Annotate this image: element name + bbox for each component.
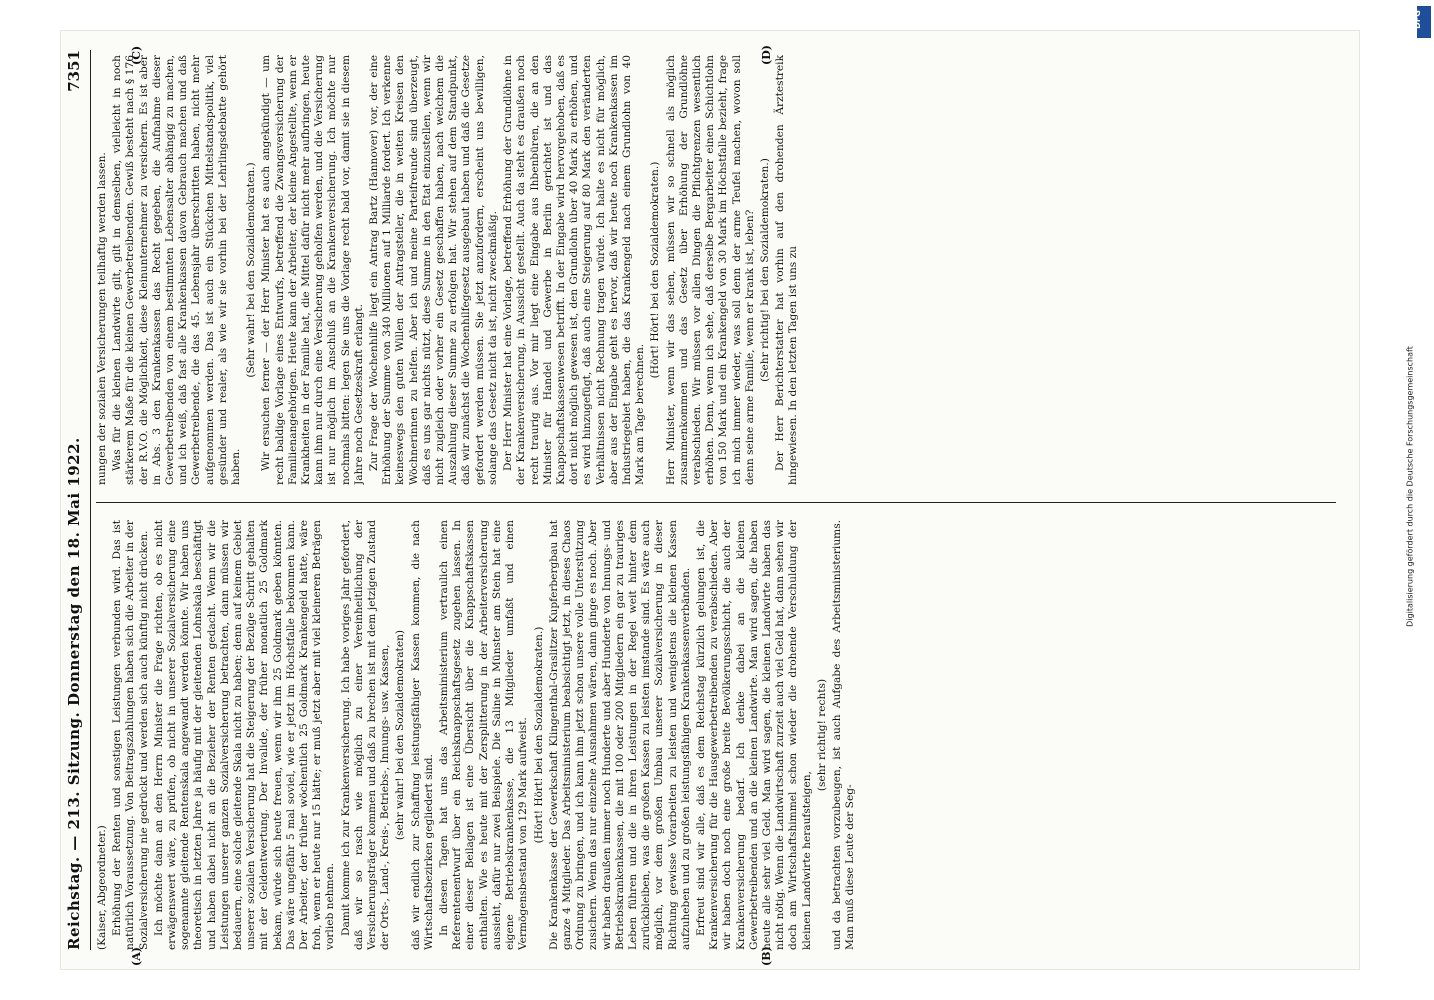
- paragraph: Erhöhung der Renten und sonstigen Leistungen verbunden wird. Das ist natürlich Voraussetzung. Von Beitragszahlungen haben sich die Arbeiter in der Sozialversicherung nie gedrückt und werden sich auch künftig nicht drücken.: [111, 520, 150, 950]
- paragraph: Der Herr Berichterstatter hat vorhin auf den drohenden Ärztestreik hingewiesen. In den letzten Tagen ist uns zu: [774, 55, 800, 485]
- speaker-line: (Kaiser, Abgeordneter.): [96, 825, 108, 950]
- rotated-page: [60, 30, 1360, 970]
- paragraph: Zur Frage der Wochenhilfe liegt ein Antrag Bartz (Hannover) vor, der eine Erhöhung der Summe von 340 Millionen auf 1 Milliarde fordert. Ich verkenne keineswegs den guten Willen der Antragsteller, die in weiten Kreisen den Wöchnerinnen zu helfen. Aber ich und meine Parteifreunde sind überzeugt, daß es uns gar nichts nützt, diese Summe in den Etat einzustellen, wenn wir nicht zugleich oder vorher ein Gesetz geschaffen haben, nach welchem die Auszahlung dieser Summe zu erfolgen hat. Wir stehen auf dem Standpunkt, daß wir zunächst die Wochenhilfegesetz ausgebaut haben und daß die Gesetze gefordert werden müssen. Sie jetzt anzufordern, erscheint uns bewilligen, solange das Gesetz nicht da ist, nicht zweckmäßig.: [368, 55, 499, 485]
- page-header: [65, 50, 88, 950]
- margin-marker-d: (D): [760, 45, 773, 65]
- interjection: (Hört! Hört! bei den Sozialdemokraten.): [649, 161, 662, 379]
- margin-marker-b: (B): [760, 946, 773, 966]
- margin-marker-c: (C): [130, 45, 143, 65]
- interjection: (Sehr wahr! bei den Sozialdemokraten.): [245, 162, 258, 378]
- scanned-page: [60, 30, 1360, 970]
- header-title: Reichstag. — 213. Sitzung. Donnerstag den 18. Mai 1922.: [65, 437, 83, 950]
- paragraph: Ich möchte dann an den Herrn Minister die Frage richten, ob es nicht erwägenswert wäre, zu prüfen, ob nicht in unserer Sozialversicherung eine sogenannte gleitende Rentenskala angewandt werden könnte. Wir haben uns theoretisch in letzten Jahre ja häufig mit der gleitenden Lohnskala beschäftigt und haben dabei nicht an die Bezieher der Renten gedacht. Wenn wir die Leistungen unserer ganzen Sozialversicherung betrachten, dann müssen wir bedauern, eine solche gleitende Skala nicht zu haben; denn auf keinem Gebiet unserer sozialen Versicherung hat die Steigerung der Bezüge Schritt gehalten mit der Geldentwertung. Der Invalide, der früher monatlich 25 Goldmark bekam, würde sich heute freuen, wenn wir ihm 25 Goldmark geben könnten. Das wäre ungefähr 5 mal soviel, wie er jetzt im Höchstfalle bekommen kann. Der Arbeiter, der früher wöchentlich 25 Goldmark Krankengeld hatte, wäre froh, wenn er heute nur 15 hätte; er muß jetzt aber mit viel kleineren Beträgen vorlieb nehmen.: [152, 520, 337, 950]
- dfg-logo-text: DFG: [1412, 10, 1422, 29]
- paragraph: In diesen Tagen hat uns das Arbeitsministerium vertraulich einen Referentenentwurf über ein Reichsknappschaftsgesetz zugehen lassen. In einer dieser Beilagen ist eine Übersicht über die Knappschaftskassen enthalten. Wie es heute mit der Zersplitterung in der Arbeiterversicherung aussieht, dafür nur zwei Beispiele. Die Saline in Münster am Stein hat eine eigene Betriebskrankenkasse, die 13 Mitglieder umfaßt und einen Vermögensbestand von 129 Mark aufweist.: [438, 520, 530, 950]
- digitization-sidebar: [1400, 0, 1434, 1000]
- margin-marker-a: (A): [130, 947, 143, 966]
- paragraph: daß wir endlich zur Schaffung leistungsfähiger Kassen kommen, die nach Wirtschaftsbezirken gegliedert sind.: [409, 520, 435, 950]
- paragraph: Damit komme ich zur Krankenversicherung. Ich habe voriges Jahr gefordert, daß wir so rasch wie möglich zu einer Vereinheitlichung der Versicherungsträger kommen und daß zu brechen ist mit dem jetzigen Zustand der Orts-, Land-, Kreis-, Betriebs-, Innungs- usw. Kassen,: [339, 520, 392, 950]
- dfg-logo: [1412, 6, 1431, 38]
- header-rule: [90, 50, 91, 950]
- paragraph: Die Krankenkasse der Gewerkschaft Klingenthal-Graslitzer Kupferbergbau hat ganze 4 Mitglieder. Das Arbeitsministerium beabsichtigt jetzt, in dieses Chaos Ordnung zu bringen, und ich kann ihm jetzt schon unsere volle Unterstützung zusichern. Wenn das nur einzelne Ausnahmen wären, dann ginge es noch. Aber wir haben draußen immer noch Hunderte und aber Hunderte von Innungs- und Betriebskrankenkassen, die mit 100 oder 200 Mitgliedern ein gar zu trauriges Leben führen und die in ihren Leistungen in der Regel weit hinter dem zurückbleiben, was die großen Kassen zu leisten imstande sind. Es wäre auch möglich, vor dem großen Umbau unserer Sozialversicherung in dieser Richtung gewisse Vorarbeiten zu leisten und wenigstens die kleinen Kassen aufzuheben und zu großen leistungsfähigen Krankenkassenverbänden.: [547, 520, 692, 950]
- digitization-note: Digitalisierung gefördert durch die Deutsche Forschungsgemeinschaft: [1405, 346, 1415, 627]
- paragraph: und da betrachten vorzubeugen, ist auch Aufgabe des Arbeitsministeriums. Man muß diese Leute der Seg-: [830, 520, 857, 950]
- paragraph: Herr Minister, wenn wir das sehen, müssen wir so schnell als möglich zusammenkommen und das Gesetz über Erhöhung der Grundlöhne verabschieden. Wir müssen vor allen Dingen die Pflichtgrenzen wesentlich erhöhen. Denn, wenn ich sehe, daß derselbe Bergarbeiter einen Schichtlohn von 150 Mark und ein Krankengeld von 30 Mark im Höchstfalle bezieht, frage ich mich immer wieder, was soll denn der arme Teufel machen, wovon soll denn seine arme Familie, wenn er krank ist, leben?: [664, 55, 756, 485]
- paragraph: Wir ersuchen ferner — der Herr Minister hat es auch angekündigt — um recht baldige Vorlage eines Entwurfs, betreffend die Zwangsversicherung der Familienangehörigen. Heute kann der Arbeiter, der kleine Angestellte, wenn er Krankheiten in der Familie hat, die Mittel dafür nicht mehr aufbringen, heute kann ihm nur durch eine Versicherung geholfen werden, und die Versicherung ist nur möglich im Anschluß an die Krankenversicherung. Ich möchte nur nochmals bitten: legen Sie uns die Vorlage recht bald vor, damit sie in diesem Jahre noch Gesetzeskraft erlangt.: [260, 55, 365, 485]
- page-number: 7351: [65, 50, 83, 92]
- left-column: [96, 520, 1336, 950]
- paragraph: nungen der sozialen Versicherungen teilhaftig werden lassen.: [96, 152, 108, 485]
- paragraph: Was für die kleinen Landwirte gilt, gilt in demselben, vielleicht in noch stärkerem Maße für die kleinen Gewerbetreibenden. Gewiß besteht nach § 176 der R.V.O. die Möglichkeit, diese Kleinunternehmer zu versichern. Es ist aber in Abs. 3 den Krankenkassen das Recht gegeben, die Aufnahme dieser Gewerbetreibenden von einem bestimmten Lebensalter abhängig zu machen, und ich weiß, daß fast alle Krankenkassen davon Gebrauch machen und daß Gewerbetreibende, die das 45. Lebensjahr überschritten haben, nicht mehr aufgenommen werden. Das ist auch ein Stückchen Mittelstandspolitik, viel gesünder und realer, als wie wir sie vorhin bei der Lehrlingsdebatte gehört haben.: [111, 55, 243, 485]
- interjection: (Hört! Hört! bei den Sozialdemokraten.): [532, 626, 545, 844]
- paragraph: Erfreut sind wir alle, daß es dem Reichstag kürzlich gelungen ist, die Krankenversicherung für die Hausgewerbetreibenden zu verabschieden. Aber wir haben doch noch eine große breite Bevölkerungsschicht, die auch der Krankenversicherung bedarf. Ich denke dabei an die kleinen Gewerbetreibenden und an die kleinen Landwirte. Man wird sagen, die haben heute alle sehr viel Geld. Man wird sagen, die kleinen Landwirte haben das nicht nötig. Wenn die Landwirtschaft zurzeit auch viel Geld hat, dann sehen wir doch am Wirtschaftshimmel schon wieder die drohende Verschuldung der kleinen Landwirte heraufsteigen,: [694, 520, 813, 950]
- interjection: (Sehr richtig! bei den Sozialdemokraten.): [758, 158, 771, 382]
- interjection: (sehr wahr! bei den Sozialdemokraten): [394, 629, 407, 841]
- column-divider: [96, 502, 1336, 503]
- paragraph: Der Herr Minister hat eine Vorlage, betreffend Erhöhung der Grundlöhne in der Krankenversicherung, in Aussicht gestellt. Auch da steht es draußen noch recht traurig aus. Vor mir liegt eine Eingabe aus Ihbenbüren, die an den Minister für Handel und Gewerbe in Berlin gerichtet ist und das Knappschaftskassenwesen betrifft. In der Eingabe wird hervorgehoben, daß es dort nicht möglich gewesen ist, den Grundlohn über 40 Mark zu erhöhen, und es wird hinzugefügt, daß auch eine Steigerung auf 80 Mark den veränderten Verhältnissen nicht Rechnung tragen würde. Ich halte es nicht für möglich, aber aus der Eingabe geht es hervor, daß wir heute noch Krankenkassen im Industriegebiet haben, die das Krankengeld nach einem Grundlohn von 40 Mark am Tage berechnen.: [502, 55, 647, 485]
- right-column: [96, 55, 1336, 485]
- interjection: (sehr richtig! rechts): [815, 678, 828, 792]
